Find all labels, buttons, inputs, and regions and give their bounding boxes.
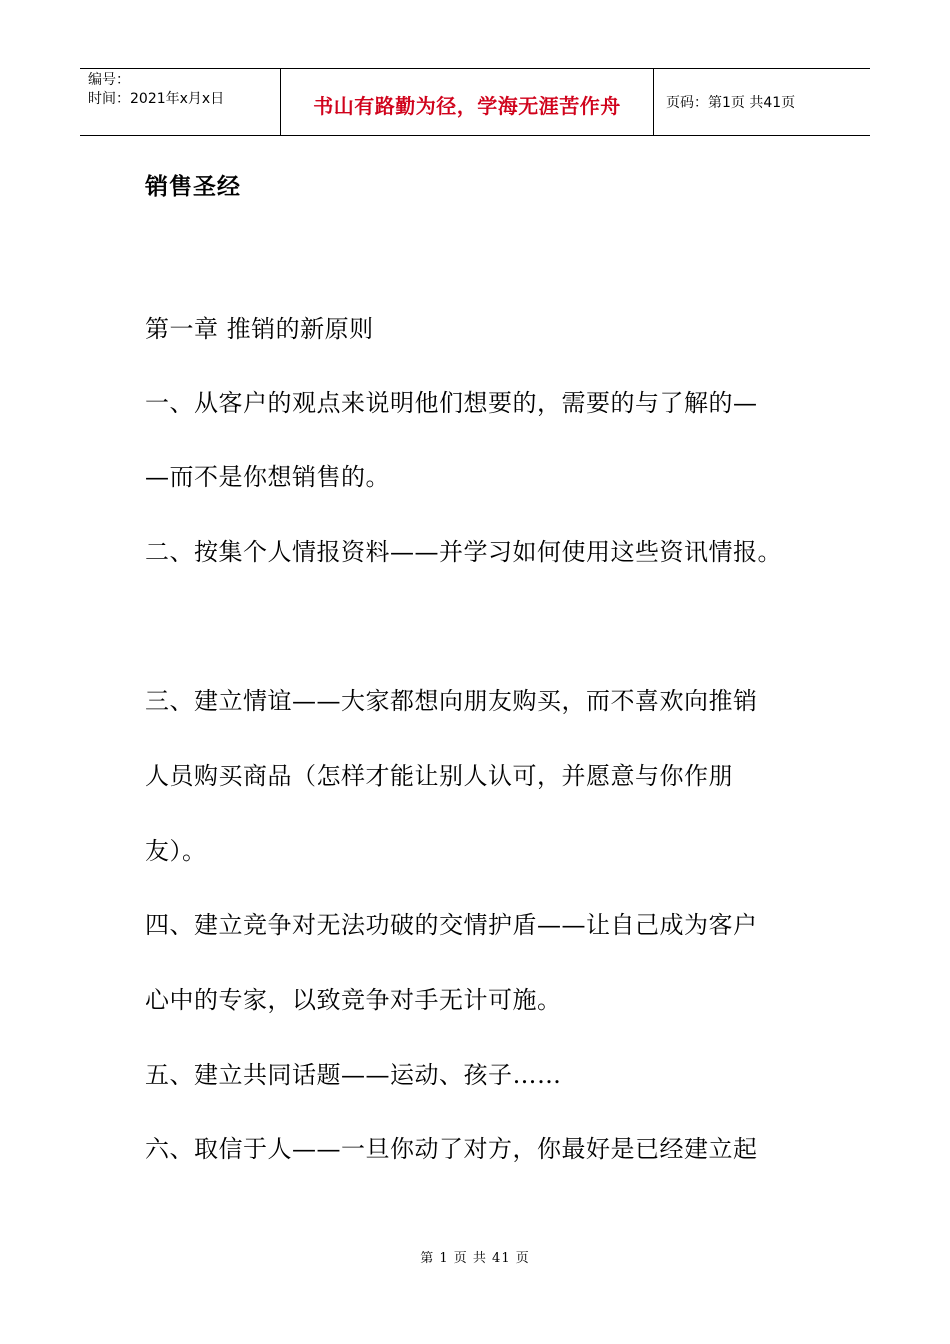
- body-line: 一、从客户的观点来说明他们想要的，需要的与了解的—: [145, 389, 758, 417]
- header-meta-cell: [80, 69, 281, 135]
- motto-text: 书山有路勤为径，学海无涯苦作舟: [313, 93, 621, 118]
- date-label: 时间：2021年x月x日: [88, 91, 225, 107]
- body-line: 六、取信于人——一旦你动了对方，你最好是已经建立起: [145, 1135, 758, 1163]
- document-title: 销售圣经: [145, 174, 241, 200]
- page-header: [80, 68, 870, 136]
- body-line: 人员购买商品（怎样才能让别人认可，并愿意与你作朋: [145, 762, 733, 790]
- body-line: 心中的专家，以致竞争对手无计可施。: [145, 986, 562, 1014]
- body-line: 三、建立情谊——大家都想向朋友购买，而不喜欢向推销: [145, 687, 758, 715]
- body-line: —而不是你想销售的。: [145, 463, 390, 491]
- header-page-cell: [654, 69, 870, 135]
- page-footer: 第 1 页 共 41 页: [420, 1251, 530, 1266]
- page-info: 页码：第1页 共41页: [666, 95, 796, 111]
- body-line: 五、建立共同话题——运动、孩子……: [145, 1061, 562, 1089]
- chapter-heading: 第一章 推销的新原则: [145, 315, 374, 343]
- body-line: 友）。: [145, 837, 207, 865]
- body-line: 四、建立竞争对无法功破的交情护盾——让自己成为客户: [145, 911, 758, 939]
- header-motto-cell: [281, 69, 654, 135]
- number-label: 编号：: [88, 72, 130, 88]
- body-line: 二、按集个人情报资料——并学习如何使用这些资讯情报。: [145, 538, 782, 566]
